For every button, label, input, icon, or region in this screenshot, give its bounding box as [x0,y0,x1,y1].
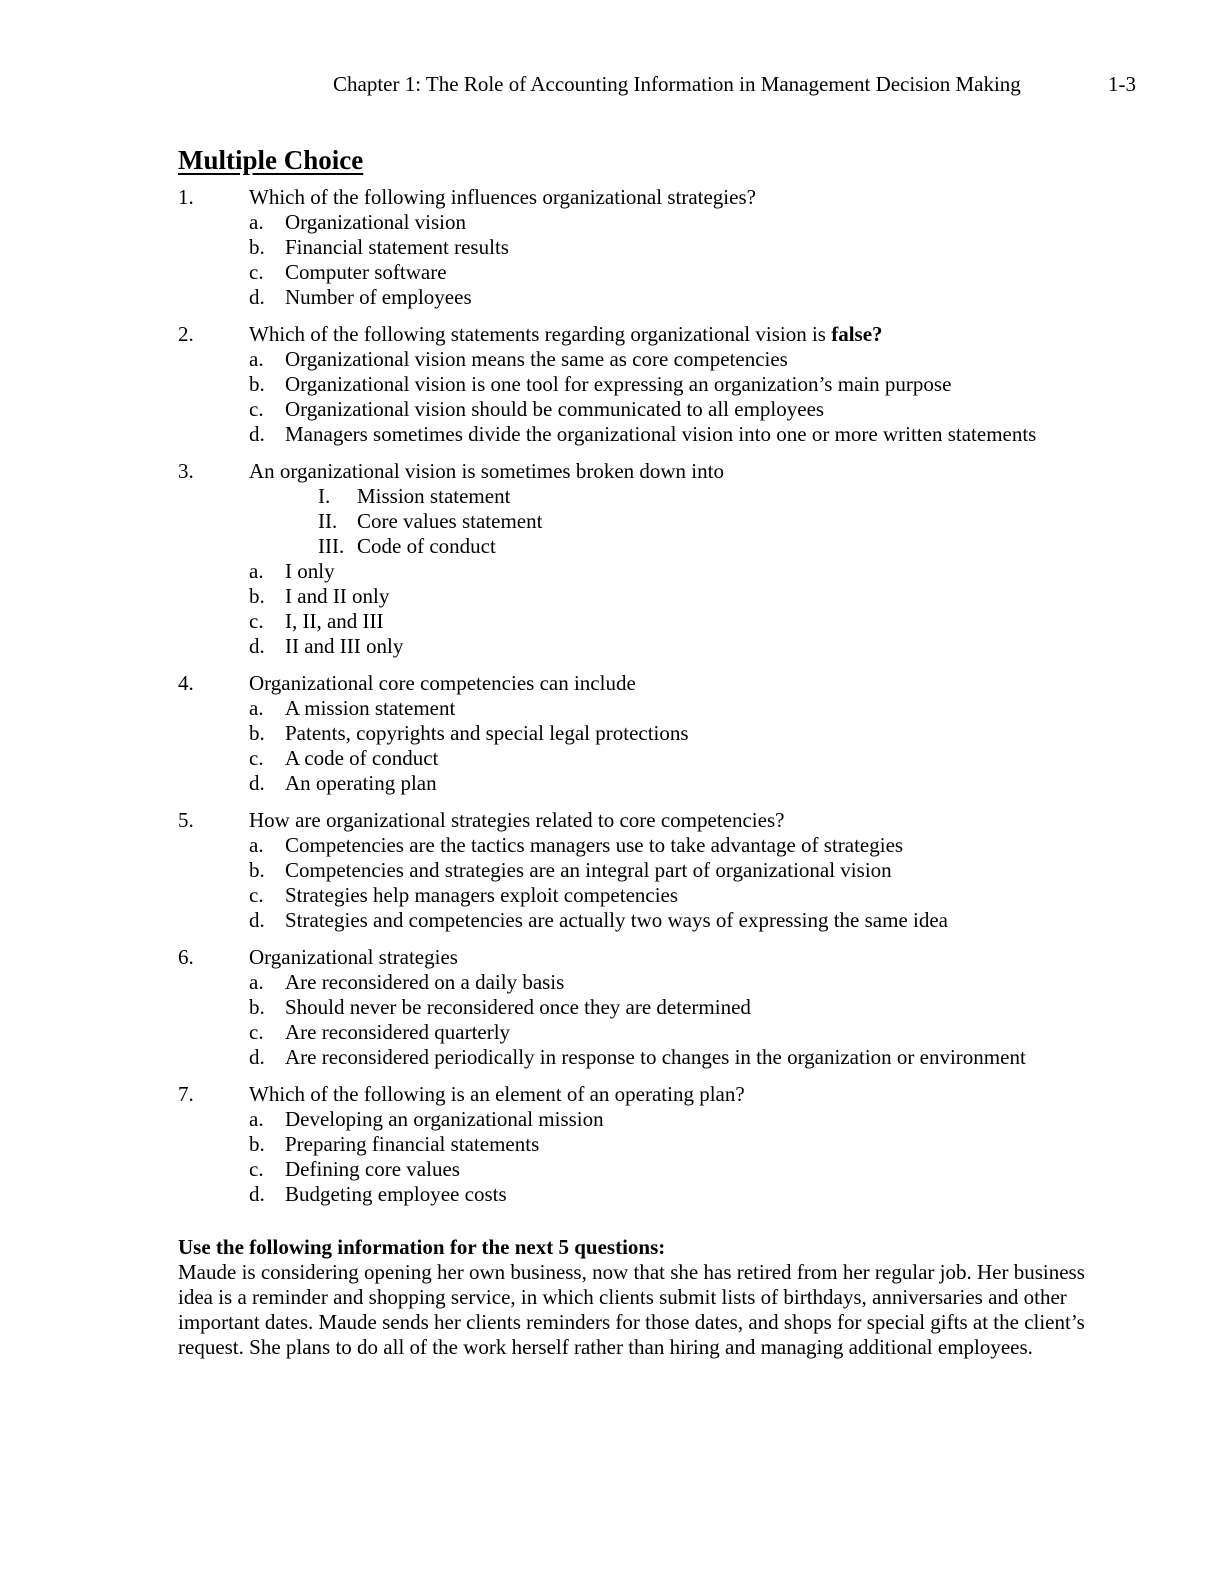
roman-item-text: Mission statement [357,484,511,508]
question-item [0,185,1224,310]
question-number: 5. [178,808,194,832]
choice-text: Preparing financial statements [285,1132,540,1156]
question-text [249,459,724,484]
choice-letter: b. [249,372,265,396]
question-stem [0,185,1224,210]
answer-choice [0,422,1224,447]
choice-text: Financial statement results [285,235,509,259]
info-heading: Use the following information for the next 5 questions: [178,1235,666,1259]
answer-choice [0,1045,1224,1070]
choice-text: Competencies are the tactics managers use to take advantage of strategies [285,833,904,857]
answer-choice [0,883,1224,908]
choice-text: Defining core values [285,1157,460,1181]
choice-letter: d. [249,285,265,309]
question-text-part: Which of the following is an element of an operating plan? [249,1082,745,1106]
answer-choice [0,559,1224,584]
choice-letter: a. [249,210,264,234]
choice-letter: c. [249,746,264,770]
question-stem [0,945,1224,970]
choice-letter: b. [249,858,265,882]
choice-letter: c. [249,1157,264,1181]
question-text [249,945,458,970]
question-text [249,322,883,347]
choice-letter: a. [249,559,264,583]
question-stem [0,671,1224,696]
question-item [0,808,1224,933]
answer-choice [0,634,1224,659]
roman-numeral: I. [318,484,331,508]
choice-text: Competencies and strategies are an integral part of organizational vision [285,858,892,882]
page-number: 1-3 [1108,72,1136,96]
roman-item [0,484,1224,509]
roman-numeral: III. [318,534,345,558]
choice-text: Organizational vision is one tool for expressing an organization’s main purpose [285,372,952,396]
answer-choice [0,858,1224,883]
choice-letter: a. [249,970,264,994]
answer-choice [0,1132,1224,1157]
question-item [0,459,1224,659]
answer-choice [0,210,1224,235]
choice-letter: b. [249,584,265,608]
question-list [0,185,1224,1219]
answer-choice [0,696,1224,721]
question-text [249,808,784,833]
answer-choice [0,1182,1224,1207]
answer-choice [0,908,1224,933]
question-number: 1. [178,185,194,209]
roman-numeral: II. [318,509,338,533]
info-line: important dates. Maude sends her clients reminders for those dates, and shops for special gifts at the client’s [178,1310,1085,1334]
choice-letter: b. [249,995,265,1019]
choice-text: II and III only [285,634,404,658]
question-number: 2. [178,322,194,346]
header-title: Chapter 1: The Role of Accounting Information in Management Decision Making [333,72,1021,96]
answer-choice [0,285,1224,310]
choice-letter: d. [249,1045,265,1069]
choice-letter: a. [249,833,264,857]
choice-text: A code of conduct [285,746,439,770]
choice-letter: d. [249,1182,265,1206]
choice-letter: d. [249,634,265,658]
answer-choice [0,1020,1224,1045]
page-header [0,72,1224,98]
choice-letter: d. [249,908,265,932]
question-stem [0,808,1224,833]
question-stem [0,1082,1224,1107]
answer-choice [0,584,1224,609]
choice-text: Strategies help managers exploit competencies [285,883,679,907]
question-number: 4. [178,671,194,695]
question-text-part: Which of the following influences organizational strategies? [249,185,756,209]
info-line: idea is a reminder and shopping service, in which clients submit lists of birthdays, anniversaries and other [178,1285,1067,1309]
info-line: Maude is considering opening her own business, now that she has retired from her regular job. Her business [178,1260,1085,1284]
choice-text: Are reconsidered quarterly [285,1020,511,1044]
choice-letter: b. [249,235,265,259]
answer-choice [0,260,1224,285]
answer-choice [0,771,1224,796]
choice-text: An operating plan [285,771,437,795]
choice-letter: c. [249,397,264,421]
choice-text: I and II only [285,584,390,608]
roman-item [0,509,1224,534]
choice-letter: a. [249,347,264,371]
question-text [249,1082,745,1107]
choice-text: Developing an organizational mission [285,1107,604,1131]
choice-text: A mission statement [285,696,456,720]
question-text-part: Which of the following statements regarding organizational vision is [249,322,832,346]
choice-letter: d. [249,771,265,795]
question-item [0,1082,1224,1207]
choice-text: Strategies and competencies are actually two ways of expressing the same idea [285,908,949,932]
answer-choice [0,721,1224,746]
answer-choice [0,609,1224,634]
answer-choice [0,397,1224,422]
question-text-part: How are organizational strategies related to core competencies? [249,808,785,832]
choice-text: Computer software [285,260,447,284]
info-block [178,1235,1138,1360]
choice-text: I, II, and III [285,609,384,633]
choice-text: Organizational vision should be communicated to all employees [285,397,825,421]
choice-letter: b. [249,1132,265,1156]
answer-choice [0,1107,1224,1132]
choice-letter: a. [249,696,264,720]
answer-choice [0,970,1224,995]
choice-letter: b. [249,721,265,745]
question-number: 3. [178,459,194,483]
question-text [249,185,756,210]
question-number: 7. [178,1082,194,1106]
roman-item-text: Code of conduct [357,534,496,558]
answer-choice [0,372,1224,397]
info-paragraph [178,1260,1138,1360]
choice-letter: c. [249,609,264,633]
question-stem [0,459,1224,484]
choice-text: Organizational vision means the same as core competencies [285,347,788,371]
question-item [0,945,1224,1070]
question-item [0,671,1224,796]
choice-text: Are reconsidered periodically in response to changes in the organization or environment [285,1045,1026,1069]
choice-text: Patents, copyrights and special legal protections [285,721,689,745]
choice-text: Budgeting employee costs [285,1182,507,1206]
question-item [0,322,1224,447]
question-text-part: Organizational core competencies can include [249,671,636,695]
question-text [249,671,636,696]
choice-letter: d. [249,422,265,446]
section-title: Multiple Choice [178,145,364,175]
answer-choice [0,746,1224,771]
answer-choice [0,347,1224,372]
question-text-emphasis: false? [831,322,883,346]
question-text-part: An organizational vision is sometimes broken down into [249,459,724,483]
question-text-part: Organizational strategies [249,945,458,969]
roman-item [0,534,1224,559]
choice-text: I only [285,559,335,583]
choice-text: Organizational vision [285,210,466,234]
answer-choice [0,1157,1224,1182]
question-stem [0,322,1224,347]
question-number: 6. [178,945,194,969]
choice-letter: c. [249,883,264,907]
info-line: request. She plans to do all of the work herself rather than hiring and managing additional employees. [178,1335,1033,1359]
choice-letter: c. [249,1020,264,1044]
choice-text: Number of employees [285,285,472,309]
choice-text: Managers sometimes divide the organizational vision into one or more written statements [285,422,1037,446]
answer-choice [0,995,1224,1020]
choice-letter: a. [249,1107,264,1131]
choice-letter: c. [249,260,264,284]
answer-choice [0,833,1224,858]
choice-text: Are reconsidered on a daily basis [285,970,565,994]
answer-choice [0,235,1224,260]
choice-text: Should never be reconsidered once they are determined [285,995,751,1019]
roman-item-text: Core values statement [357,509,543,533]
